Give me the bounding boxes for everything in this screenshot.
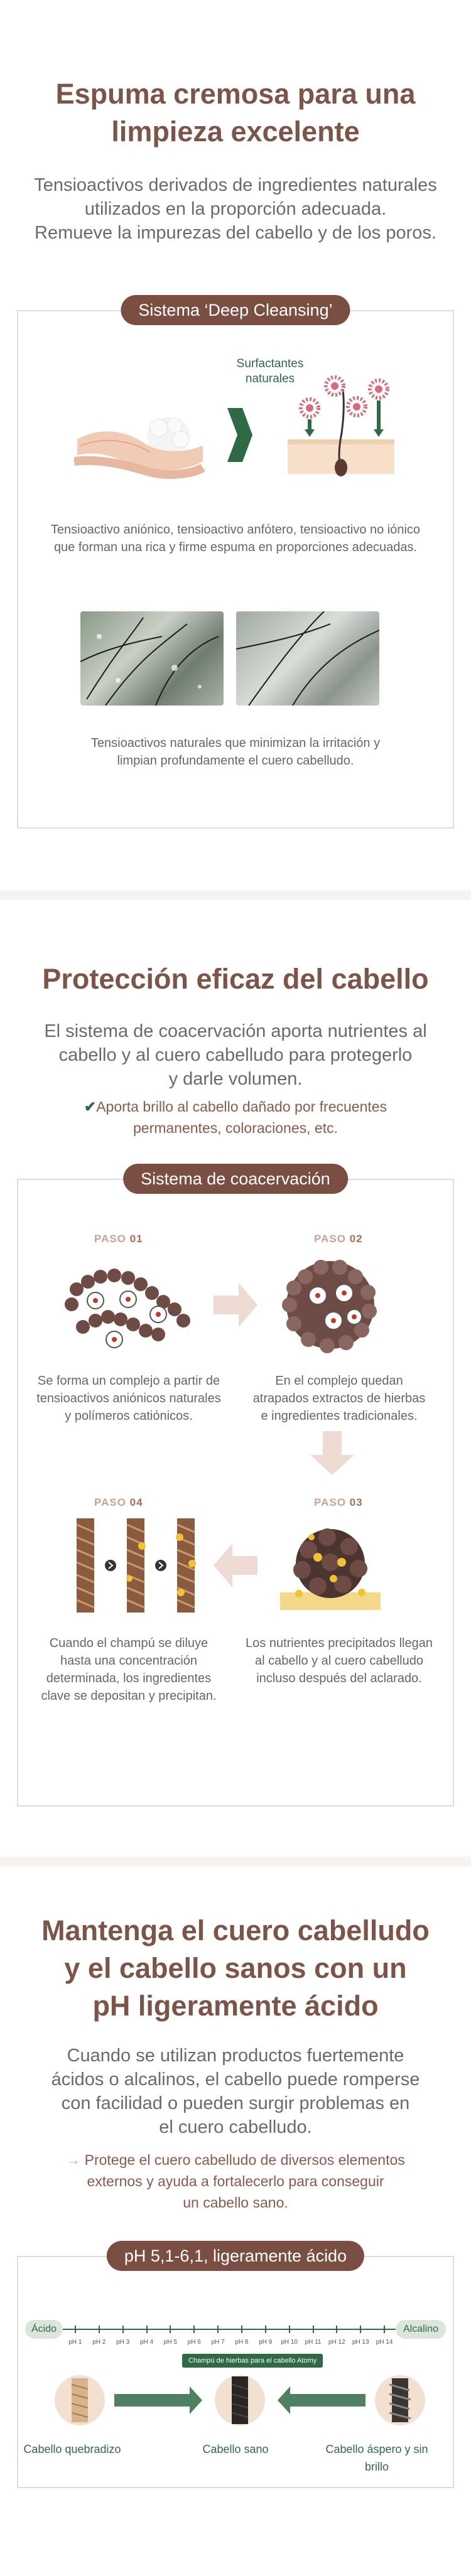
deep-cleansing-pill: Sistema ‘Deep Cleansing’ xyxy=(121,295,350,325)
step-02-caption xyxy=(239,1372,440,1425)
chevron-right-icon xyxy=(226,407,254,463)
ph-scale-alkaline-label: Alcalino xyxy=(396,2320,446,2339)
desc-line: El sistema de coacervación aporta nutrientes al xyxy=(44,1021,427,1041)
ph-tick-mark xyxy=(241,2326,242,2333)
step-word: PASO xyxy=(314,1233,346,1245)
scalp-photo-before xyxy=(80,611,224,706)
hair-label-brittle: Cabello quebradizo xyxy=(23,2443,121,2455)
ph-tick-mark xyxy=(99,2326,100,2333)
step-03-caption xyxy=(239,1634,440,1687)
ph-tick-label: pH 5 xyxy=(163,2339,177,2346)
caption-line: Se forma un complejo a partir de xyxy=(37,1374,220,1388)
caption-line: hasta una concentración xyxy=(60,1654,197,1668)
trapped-extracts-illustration xyxy=(274,1252,387,1358)
desc-line: Tensioactivos derivados de ingredientes naturales xyxy=(34,175,437,195)
ph-tick-label: pH 10 xyxy=(281,2339,298,2346)
desc-line: ácidos o alcalinos, el cabello puede romperse xyxy=(51,2069,420,2090)
ph-tick-label: pH 7 xyxy=(211,2339,225,2346)
hair-comparison-illustration xyxy=(33,2369,447,2432)
note-line: externos y ayuda a fortalecerlo para conseguir xyxy=(87,2173,384,2189)
ph-scale-ticks xyxy=(63,2320,396,2358)
check-icon: ✔ xyxy=(84,1098,97,1115)
section3-title xyxy=(0,1912,471,2025)
desc-line: con facilidad o pueden surgir problemas en xyxy=(61,2093,410,2113)
section-ph xyxy=(0,1867,471,2576)
ph-tick-label: pH 2 xyxy=(92,2339,106,2346)
arrow-right-icon xyxy=(214,1283,257,1327)
hands-foam-illustration xyxy=(74,402,206,483)
ph-tick-label: pH 4 xyxy=(139,2339,154,2346)
surfactant-label-line: Surfactantes xyxy=(236,357,304,370)
arrow-left-icon xyxy=(214,1543,257,1587)
section-separator xyxy=(0,1857,471,1867)
caption-line: e ingredientes tradicionales. xyxy=(261,1409,418,1423)
caption-line: Cuando el champú se diluye xyxy=(49,1636,208,1650)
step-number: 01 xyxy=(129,1233,143,1245)
step-number: 04 xyxy=(129,1496,143,1508)
arrow-icon: → xyxy=(66,2152,85,2168)
hair-label-healthy: Cabello sano xyxy=(202,2443,269,2455)
hair-strands-illustration xyxy=(58,1518,202,1613)
section1-title xyxy=(0,75,471,151)
desc-line: cabello y al cuero cabelludo para protegerlo xyxy=(58,1045,413,1065)
ph-tick-label: pH 6 xyxy=(187,2339,201,2346)
caption-surfactants xyxy=(25,521,446,556)
scalp-photo-after xyxy=(236,611,379,706)
step-04-caption xyxy=(25,1634,232,1705)
ph-tick-label: pH 11 xyxy=(305,2339,322,2346)
note-line: Protege el cuero cabelludo de diversos elementos xyxy=(84,2152,405,2168)
desc-line: Cuando se utilizan productos fuertemente xyxy=(67,2046,404,2066)
step-01-caption xyxy=(25,1372,232,1425)
step-word: PASO xyxy=(94,1496,126,1508)
caption-line: Los nutrientes precipitados llegan xyxy=(246,1636,433,1650)
step-03-label xyxy=(314,1496,363,1509)
coacervation-pill: Sistema de coacervación xyxy=(123,1164,348,1194)
ph-tick-label: pH 13 xyxy=(352,2339,369,2346)
ph-tick-mark xyxy=(289,2326,290,2333)
step-word: PASO xyxy=(94,1233,126,1245)
section-separator xyxy=(0,890,471,900)
caption-line: incluso después del aclarado. xyxy=(256,1672,422,1685)
ph-marker-label: Champú de hierbas para el cabello Atomy xyxy=(182,2354,323,2368)
ph-tick-label: pH 1 xyxy=(68,2339,82,2346)
title-line: y el cabello sanos con un xyxy=(64,1952,407,1984)
ph-tick-mark xyxy=(384,2326,385,2333)
desc-line: utilizados en la proporción adecuada. xyxy=(84,199,387,219)
ph-tick-mark xyxy=(313,2326,314,2333)
ph-tick-mark xyxy=(122,2326,124,2333)
caption-line: limpian profundamente el cuero cabelludo. xyxy=(117,754,354,768)
ph-pill: pH 5,1-6,1, ligeramente ácido xyxy=(107,2241,364,2271)
caption-line: Tensioactivos naturales que minimizan la irritación y xyxy=(90,736,381,750)
section3-note xyxy=(0,2149,471,2213)
title-line: limpieza excelente xyxy=(111,115,360,148)
section-coacervation xyxy=(0,900,471,1857)
ph-tick-label: pH 3 xyxy=(116,2339,130,2346)
caption-line: En el complejo quedan xyxy=(275,1374,403,1388)
ph-tick-label: pH 14 xyxy=(376,2339,393,2346)
ph-tick-mark xyxy=(193,2326,195,2333)
polymer-complex-illustration xyxy=(58,1252,202,1358)
desc-line: Remueve la impurezas del cabello y de los poros. xyxy=(35,223,436,243)
section1-description xyxy=(0,173,471,245)
ph-tick-mark xyxy=(360,2326,361,2333)
caption-line: que forman una rica y firme espuma en proporciones adecuadas. xyxy=(53,540,418,554)
ph-scale-acid-label: Ácido xyxy=(25,2320,63,2339)
caption-line: al cabello y al cuero cabelludo xyxy=(255,1654,423,1668)
ph-tick-mark xyxy=(265,2326,266,2333)
section3-description xyxy=(0,2044,471,2139)
caption-line: y polímeros catiónicos. xyxy=(65,1409,193,1423)
note-line: un cabello sano. xyxy=(183,2194,288,2211)
step-04-label xyxy=(94,1496,143,1509)
title-line: Mantenga el cuero cabelludo xyxy=(41,1914,430,1946)
surfactant-skin-illustration xyxy=(281,364,407,490)
ph-tick-mark xyxy=(336,2326,337,2333)
step-02-label xyxy=(314,1233,363,1245)
note-line: permanentes, coloraciones, etc. xyxy=(133,1120,338,1136)
ph-scale xyxy=(25,2320,446,2346)
hair-label-rough: Cabello áspero y sin brillo xyxy=(325,2443,428,2473)
ph-tick-label: pH 9 xyxy=(259,2339,273,2346)
caption-natural-surfactants xyxy=(25,734,446,770)
caption-line: tensioactivos aniónicos naturales xyxy=(36,1392,221,1405)
caption-line: determinada, los ingredientes xyxy=(46,1672,212,1685)
step-number: 03 xyxy=(349,1496,363,1508)
desc-line: el cuero cabelludo. xyxy=(159,2117,312,2137)
ph-tick-mark xyxy=(75,2326,76,2333)
nutrients-precipitate-illustration xyxy=(274,1518,387,1613)
step-number: 02 xyxy=(349,1233,363,1245)
note-line: Aporta brillo al cabello dañado por frecuentes xyxy=(96,1098,387,1115)
ph-tick-mark xyxy=(170,2326,171,2333)
caption-line: clave se depositan y precipitan. xyxy=(41,1689,217,1703)
ph-tick-mark xyxy=(146,2326,148,2333)
ph-tick-mark xyxy=(217,2326,219,2333)
arrow-down-icon xyxy=(310,1431,354,1475)
section2-note xyxy=(0,1096,471,1139)
title-line: pH ligeramente ácido xyxy=(92,1990,379,2022)
caption-line: atrapados extractos de hierbas xyxy=(252,1392,426,1405)
section2-title: Protección eficaz del cabello xyxy=(42,963,429,995)
ph-tick-label: pH 12 xyxy=(328,2339,345,2346)
caption-line: Tensioactivo aniónico, tensioactivo anfótero, tensioactivo no iónico xyxy=(50,523,421,537)
section-deep-cleansing xyxy=(0,0,471,890)
title-line: Espuma cremosa para una xyxy=(55,78,416,110)
section2-description xyxy=(0,1019,471,1091)
ph-tick-label: pH 8 xyxy=(235,2339,249,2346)
step-word: PASO xyxy=(314,1496,346,1508)
step-01-label xyxy=(94,1233,143,1245)
surfactant-label-line: naturales xyxy=(245,372,295,385)
desc-line: y darle volumen. xyxy=(168,1069,303,1089)
